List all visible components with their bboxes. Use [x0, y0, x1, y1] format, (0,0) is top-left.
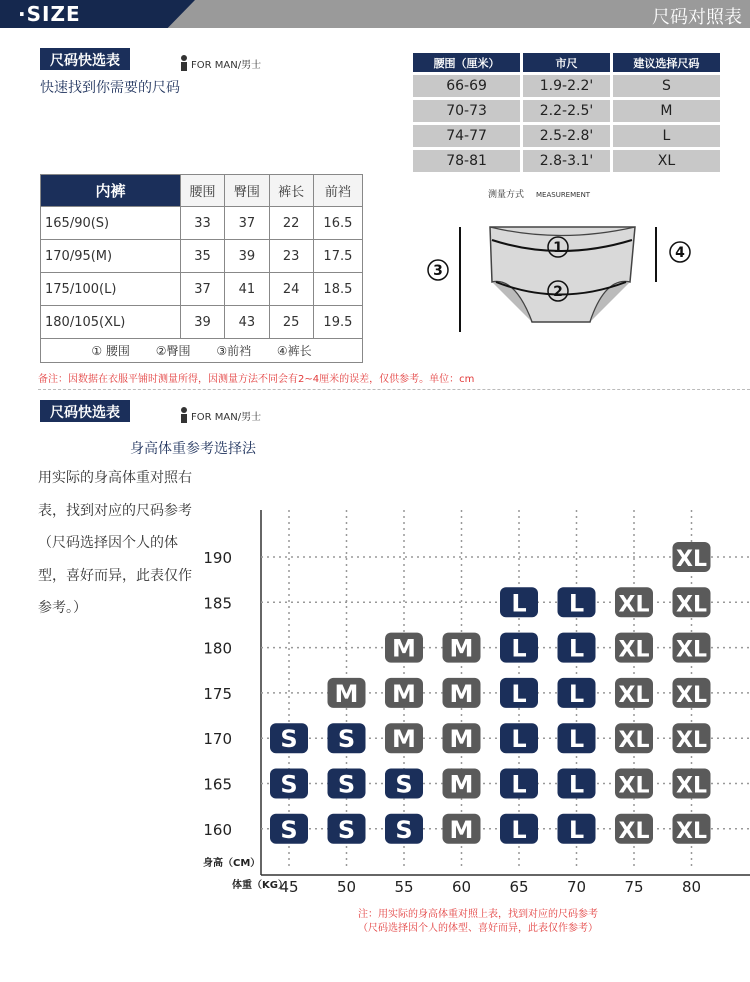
- legend-hip: ②臀围: [155, 344, 191, 358]
- y-axis-title: 身高（CM）: [203, 858, 261, 869]
- table-cell: 18.5: [313, 273, 362, 306]
- height-weight-chart: [0, 500, 750, 910]
- table-cell: 33: [180, 207, 224, 240]
- y-tick-label: 175: [203, 684, 232, 703]
- legend-crotch: ③前裆: [216, 344, 252, 358]
- table-cell: 39: [180, 306, 224, 339]
- size-badge-label: L: [568, 725, 585, 754]
- table-cell: 78-81: [413, 150, 520, 172]
- height-weight-description: 用实际的身高体重对照右表，找到对应的尺码参考（尺码选择因个人的体型，喜好而异，此表仅作参考。）: [38, 470, 192, 616]
- size-badge-label: XL: [618, 773, 650, 799]
- table-row: [41, 207, 363, 240]
- size-badge-label: L: [568, 589, 585, 618]
- table-header-cell: 臀围: [225, 175, 269, 207]
- table-cell: 24: [269, 273, 313, 306]
- size-badge-label: L: [511, 589, 527, 618]
- table-cell: 180/105(XL): [41, 306, 181, 339]
- y-tick-label: 190: [203, 549, 232, 567]
- size-badge-label: XL: [618, 818, 650, 844]
- table-row: [413, 150, 720, 172]
- size-badge-label: M: [392, 725, 416, 754]
- section-divider: [38, 389, 750, 390]
- table-cell: 43: [225, 306, 269, 339]
- measurement-title-cn: 测量方式: [488, 190, 525, 200]
- size-badge-label: S: [280, 725, 298, 754]
- chart-note-line2: （尺码选择因个人的体型、喜好而异，此表仅作参考）: [358, 923, 598, 934]
- table-cell: S: [613, 75, 720, 97]
- svg-text:4: 4: [675, 245, 685, 261]
- quick-size-tag-2: 尺码快选表: [40, 400, 130, 422]
- table-cell: 25: [269, 306, 313, 339]
- y-tick-label: 160: [203, 820, 232, 839]
- table-row: [413, 100, 720, 122]
- for-man-label: FOR MAN/男士: [180, 55, 261, 71]
- table-cell: 22: [269, 207, 313, 240]
- table-row: [41, 240, 363, 273]
- table-header-row: [41, 175, 363, 207]
- table-header-cell: 腰围（厘米）: [413, 53, 520, 72]
- y-tick-label: 185: [203, 594, 232, 613]
- y-axis-labels: [203, 549, 232, 839]
- size-badge-label: XL: [676, 728, 707, 754]
- legend-waist: ① 腰围: [91, 344, 130, 358]
- size-badge-label: XL: [618, 682, 650, 708]
- table-cell: 23: [269, 240, 313, 273]
- table-header-row: [413, 53, 720, 72]
- subtitle: 快速找到你需要的尺码: [40, 80, 180, 96]
- table-header-cell: 前裆: [313, 175, 362, 207]
- size-badge-label: XL: [676, 773, 707, 799]
- size-badge-label: M: [392, 679, 416, 708]
- chart-note-line1: 注：用实际的身高体重对照上表，找到对应的尺码参考: [358, 909, 598, 920]
- size-badge-label: L: [511, 770, 527, 799]
- table-header-cell: 内裤: [41, 175, 181, 207]
- table-cell: 41: [225, 273, 269, 306]
- size-badge-label: XL: [618, 637, 650, 663]
- size-badge-label: M: [449, 634, 474, 663]
- table-footer: [41, 339, 363, 363]
- table-cell: L: [613, 125, 720, 147]
- chart-note: [358, 908, 598, 936]
- size-badge-label: L: [568, 815, 585, 844]
- size-badge-label: M: [392, 634, 416, 663]
- x-tick-label: 75: [624, 878, 644, 896]
- size-badge-label: M: [449, 679, 474, 708]
- size-badge-label: S: [280, 815, 298, 844]
- x-tick-label: 65: [509, 878, 529, 896]
- size-badge-label: L: [568, 634, 585, 663]
- size-badge-label: S: [337, 815, 356, 844]
- table-footer-row: [41, 339, 363, 363]
- measurement-diagram: [420, 182, 730, 352]
- table-cell: 39: [225, 240, 269, 273]
- size-label: ·SIZE: [18, 2, 81, 26]
- size-badge-label: M: [449, 815, 474, 844]
- table-row: [413, 75, 720, 97]
- size-badge-label: M: [449, 770, 474, 799]
- x-tick-label: 80: [681, 878, 702, 896]
- table-header-cell: 腰围: [180, 175, 224, 207]
- y-tick-label: 170: [203, 730, 232, 749]
- size-badge-label: S: [395, 815, 413, 844]
- table-cell: 2.8-3.1': [523, 150, 610, 172]
- table-header-cell: 裤长: [269, 175, 313, 207]
- header-bar: [0, 0, 750, 28]
- table-row: [41, 306, 363, 339]
- size-badge-label: L: [568, 679, 585, 708]
- height-weight-title: 身高体重参考选择法: [130, 441, 256, 457]
- page-title: 尺码对照表: [652, 7, 742, 28]
- size-badge-label: L: [511, 815, 527, 844]
- waist-size-table: [410, 50, 723, 175]
- size-badge-label: XL: [676, 547, 707, 572]
- x-axis-title: 体重（KG）: [232, 880, 288, 891]
- size-badge-label: XL: [676, 682, 707, 708]
- size-badge-label: XL: [618, 728, 650, 754]
- table-cell: 17.5: [313, 240, 362, 273]
- size-badge-label: S: [337, 725, 356, 754]
- y-tick-label: 180: [203, 639, 232, 658]
- table-cell: 37: [180, 273, 224, 306]
- table-cell: 37: [225, 207, 269, 240]
- x-tick-label: 45: [279, 878, 299, 896]
- x-axis-labels: [279, 878, 701, 896]
- table-cell: 170/95(M): [41, 240, 181, 273]
- table-row: [413, 125, 720, 147]
- x-tick-label: 70: [566, 878, 587, 896]
- size-badge-label: XL: [676, 637, 707, 663]
- table-cell: XL: [613, 150, 720, 172]
- size-badge-label: XL: [676, 818, 707, 844]
- legend-length: ④裤长: [276, 344, 312, 358]
- x-tick-label: 55: [394, 878, 414, 896]
- size-badge-label: XL: [618, 592, 650, 618]
- table-header-cell: 市尺: [523, 53, 610, 72]
- for-man-label-2: FOR MAN/男士: [180, 407, 261, 423]
- size-badge-label: XL: [676, 592, 707, 618]
- y-tick-label: 165: [203, 775, 232, 794]
- table-cell: 74-77: [413, 125, 520, 147]
- svg-text:3: 3: [433, 263, 443, 279]
- size-badge-label: L: [568, 770, 585, 799]
- x-tick-label: 50: [336, 878, 357, 896]
- quick-size-tag: 尺码快选表: [40, 48, 130, 70]
- size-badge-label: M: [334, 679, 359, 708]
- table-cell: 175/100(L): [41, 273, 181, 306]
- table-cell: M: [613, 100, 720, 122]
- size-badge-label: S: [280, 770, 298, 799]
- table-cell: 1.9-2.2': [523, 75, 610, 97]
- table-cell: 19.5: [313, 306, 362, 339]
- table-cell: 66-69: [413, 75, 520, 97]
- svg-text:1: 1: [553, 240, 563, 256]
- table-cell: 16.5: [313, 207, 362, 240]
- svg-text:2: 2: [553, 284, 563, 300]
- size-badge-label: M: [449, 725, 474, 754]
- table-cell: 70-73: [413, 100, 520, 122]
- man-icon: [180, 55, 188, 71]
- size-badge-label: L: [511, 679, 527, 708]
- size-table-underwear: [40, 174, 363, 363]
- size-badge-label: S: [395, 770, 413, 799]
- table-cell: 2.5-2.8': [523, 125, 610, 147]
- size-badge-label: S: [337, 770, 356, 799]
- table-cell: 35: [180, 240, 224, 273]
- table-row: [41, 273, 363, 306]
- man-icon: [180, 407, 188, 423]
- size-badge-label: L: [511, 634, 527, 663]
- size-badge-label: L: [511, 725, 527, 754]
- measurement-title-en: MEASUREMENT: [536, 191, 591, 199]
- table-cell: 165/90(S): [41, 207, 181, 240]
- table-header-cell: 建议选择尺码: [613, 53, 720, 72]
- x-tick-label: 60: [451, 878, 472, 896]
- measurement-note: 备注：因数据在衣服平铺时测量所得，因测量方法不同会有2~4厘米的误差，仅供参考。单位：cm: [38, 374, 475, 385]
- table-cell: 2.2-2.5': [523, 100, 610, 122]
